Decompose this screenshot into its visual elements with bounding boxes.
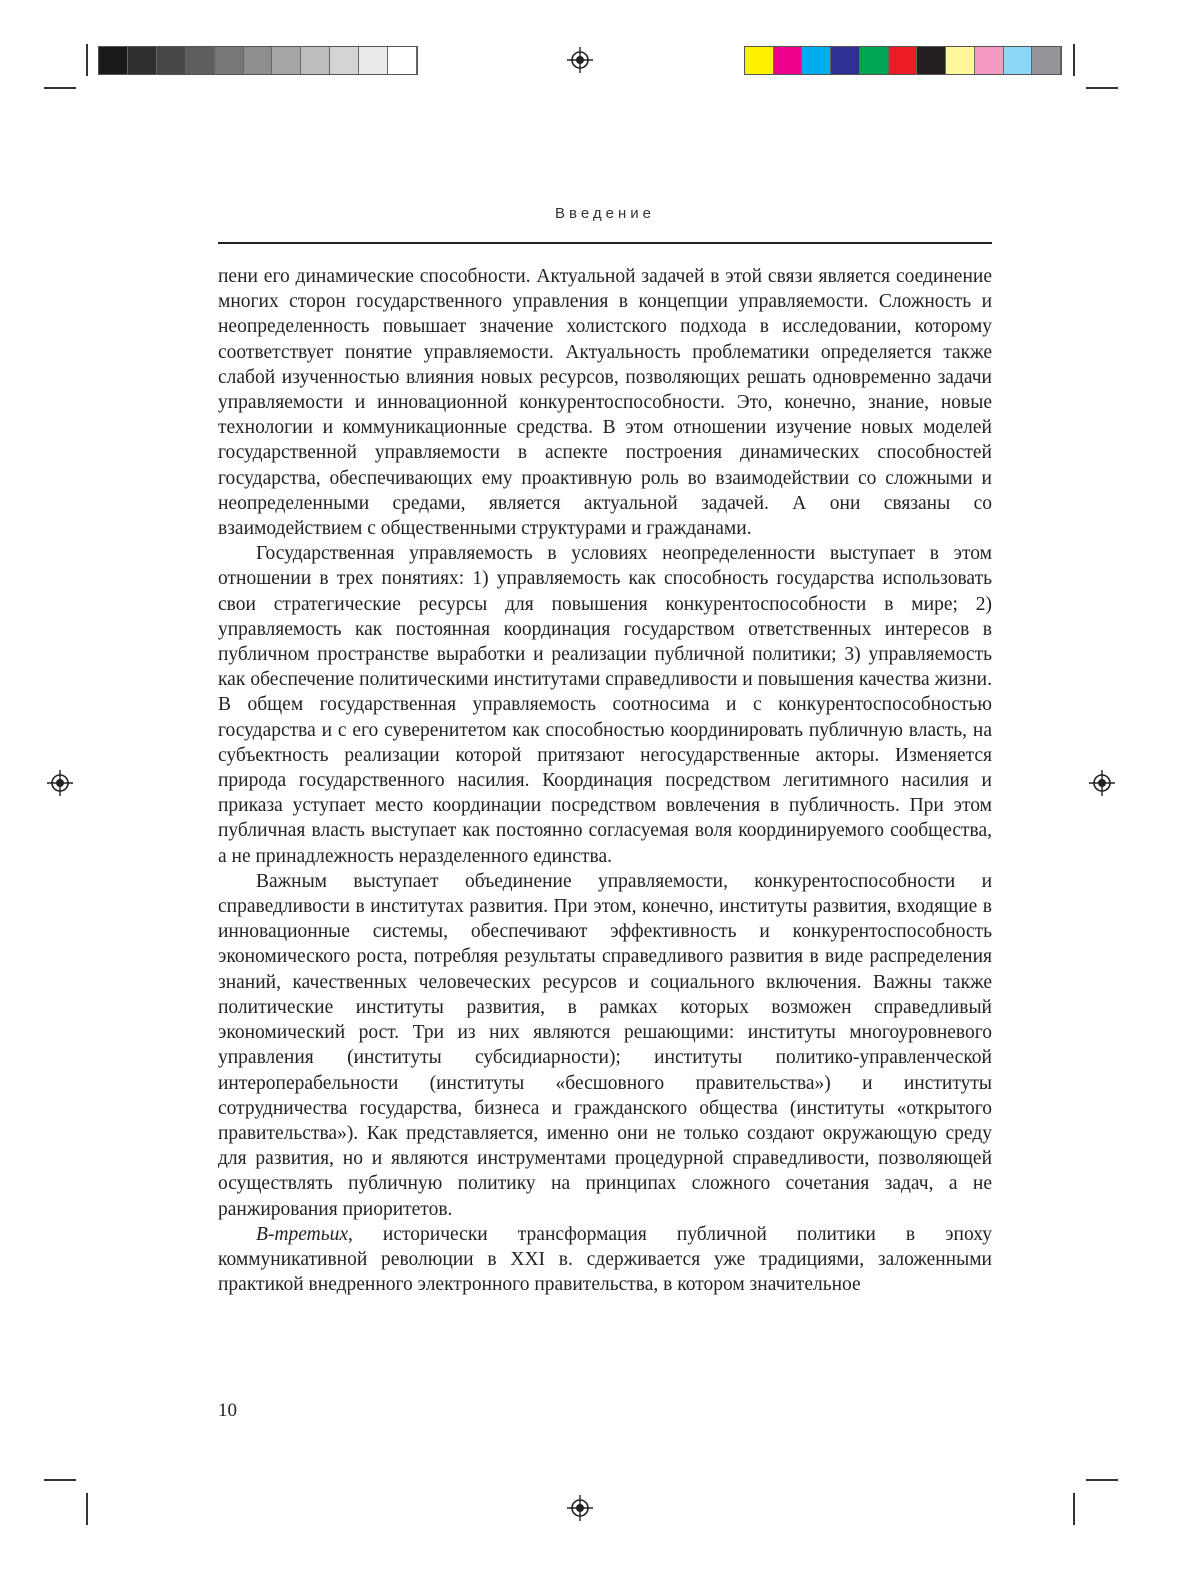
italic-lead: В-третьих xyxy=(256,1223,348,1245)
color-swatch xyxy=(975,47,1004,74)
page-number: 10 xyxy=(218,1400,237,1421)
crop-mark xyxy=(86,44,88,76)
paragraph: пени его динамические способности. Актуальной задачей в этой связи является соединение многих сторон государственного управления в концепции управляемости. Сложность и неопределенность повышает значение холистского подхода в исследовании, которому соответствует понятие управляемости. Актуальность проблематики определяется также слабой изученностью влияния новых ресурсов, позволяющих решать одновременно задачи управляемости и инновационной конкурентоспособности. Это, конечно, знание, новые технологии и коммуникационные средства. В этом отношении изучение новых моделей государственной управляемости в аспекте построения динамических способностей государства, обеспечивающих ему проактивную роль во взаимодействии со сложными и неопределенными средами, является актуальной задачей. А они связаны со взаимодействием с общественными структурами и гражданами. xyxy=(218,266,992,540)
color-swatch xyxy=(186,47,215,74)
color-swatch xyxy=(889,47,918,74)
body-text xyxy=(218,264,992,1297)
color-swatch xyxy=(128,47,157,74)
color-swatch xyxy=(860,47,889,74)
crop-mark xyxy=(44,1479,76,1481)
color-swatch xyxy=(774,47,803,74)
color-swatch xyxy=(831,47,860,74)
crop-mark xyxy=(86,1493,88,1525)
registration-mark-icon xyxy=(567,1495,593,1521)
registration-mark-icon xyxy=(567,47,593,73)
color-bar xyxy=(744,46,1062,75)
running-header: Введение xyxy=(555,205,655,222)
color-swatch xyxy=(301,47,330,74)
color-swatch xyxy=(1004,47,1033,74)
paragraph: Государственная управляемость в условиях неопределенности выступает в этом отношении в трех понятиях: 1) управляемость как способность государства использовать свои стратегические ресурсы для повышения конкурентоспособности в мире; 2) управляемость как постоянная координация государством ответственных интересов в публичном пространстве выработки и реализации публичной политики; 3) управляемость как обеспечение политическими институтами справедливости и повышения качества жизни. В общем государственная управляемость соотносима и с конкурентоспособностью государства и с его суверенитетом как способностью координировать публичную власть, на субъектность реализации которой притязают негосударственные акторы. Изменяется природа государственного насилия. Координация посредством легитимного насилия и приказа уступает место координации посредством вовлечения в публичность. При этом публичная власть выступает как постоянно согласуемая воля координируемого сообщества, а не принадлежность неразделенного единства. xyxy=(218,543,992,867)
header-rule xyxy=(218,242,992,244)
grayscale-bar xyxy=(98,46,418,75)
color-swatch xyxy=(802,47,831,74)
crop-mark xyxy=(1086,1479,1118,1481)
paragraph: В-третьих, исторически трансформация публичной политики в эпоху коммуникативной революции в XXI в. сдерживается уже традициями, заложенными практикой внедренного электронного правительства, в котором значительное xyxy=(218,1223,992,1296)
color-swatch xyxy=(272,47,301,74)
color-swatch xyxy=(917,47,946,74)
crop-mark xyxy=(1073,1493,1075,1525)
paragraph: Важным выступает объединение управляемости, конкурентоспособности и справедливости в институтах развития. При этом, конечно, институты развития, входящие в инновационные системы, обеспечивают эффективность и конкурентоспособность экономического роста, потребляя результаты справедливого развития в виде распределения знаний, качественных человеческих ресурсов и социального включения. Важны также политические институты развития, в рамках которых возможен справедливый экономический рост. Три из них являются решающими: институты многоуровневого управления (институты субсидиарности); институты политико-управленческой интероперабельности (институты «бесшовного правительства») и институты сотрудничества государства, бизнеса и гражданского общества (институты «открытого правительства»). Как представляется, именно они не только создают окружающую среду для развития, но и являются инструментами процедурной справедливости, позволяющей осуществлять публичную политику на принципах сложного сочетания задач, а не ранжирования приоритетов. xyxy=(218,870,992,1220)
color-swatch xyxy=(388,47,417,74)
color-swatch xyxy=(215,47,244,74)
color-swatch xyxy=(244,47,273,74)
color-swatch xyxy=(330,47,359,74)
color-swatch xyxy=(745,47,774,74)
color-swatch xyxy=(157,47,186,74)
color-swatch xyxy=(946,47,975,74)
color-swatch xyxy=(1032,47,1061,74)
registration-mark-icon xyxy=(47,770,73,796)
crop-mark xyxy=(1073,44,1075,76)
crop-mark xyxy=(44,87,76,89)
crop-mark xyxy=(1086,87,1118,89)
color-swatch xyxy=(359,47,388,74)
registration-mark-icon xyxy=(1089,770,1115,796)
color-swatch xyxy=(99,47,128,74)
